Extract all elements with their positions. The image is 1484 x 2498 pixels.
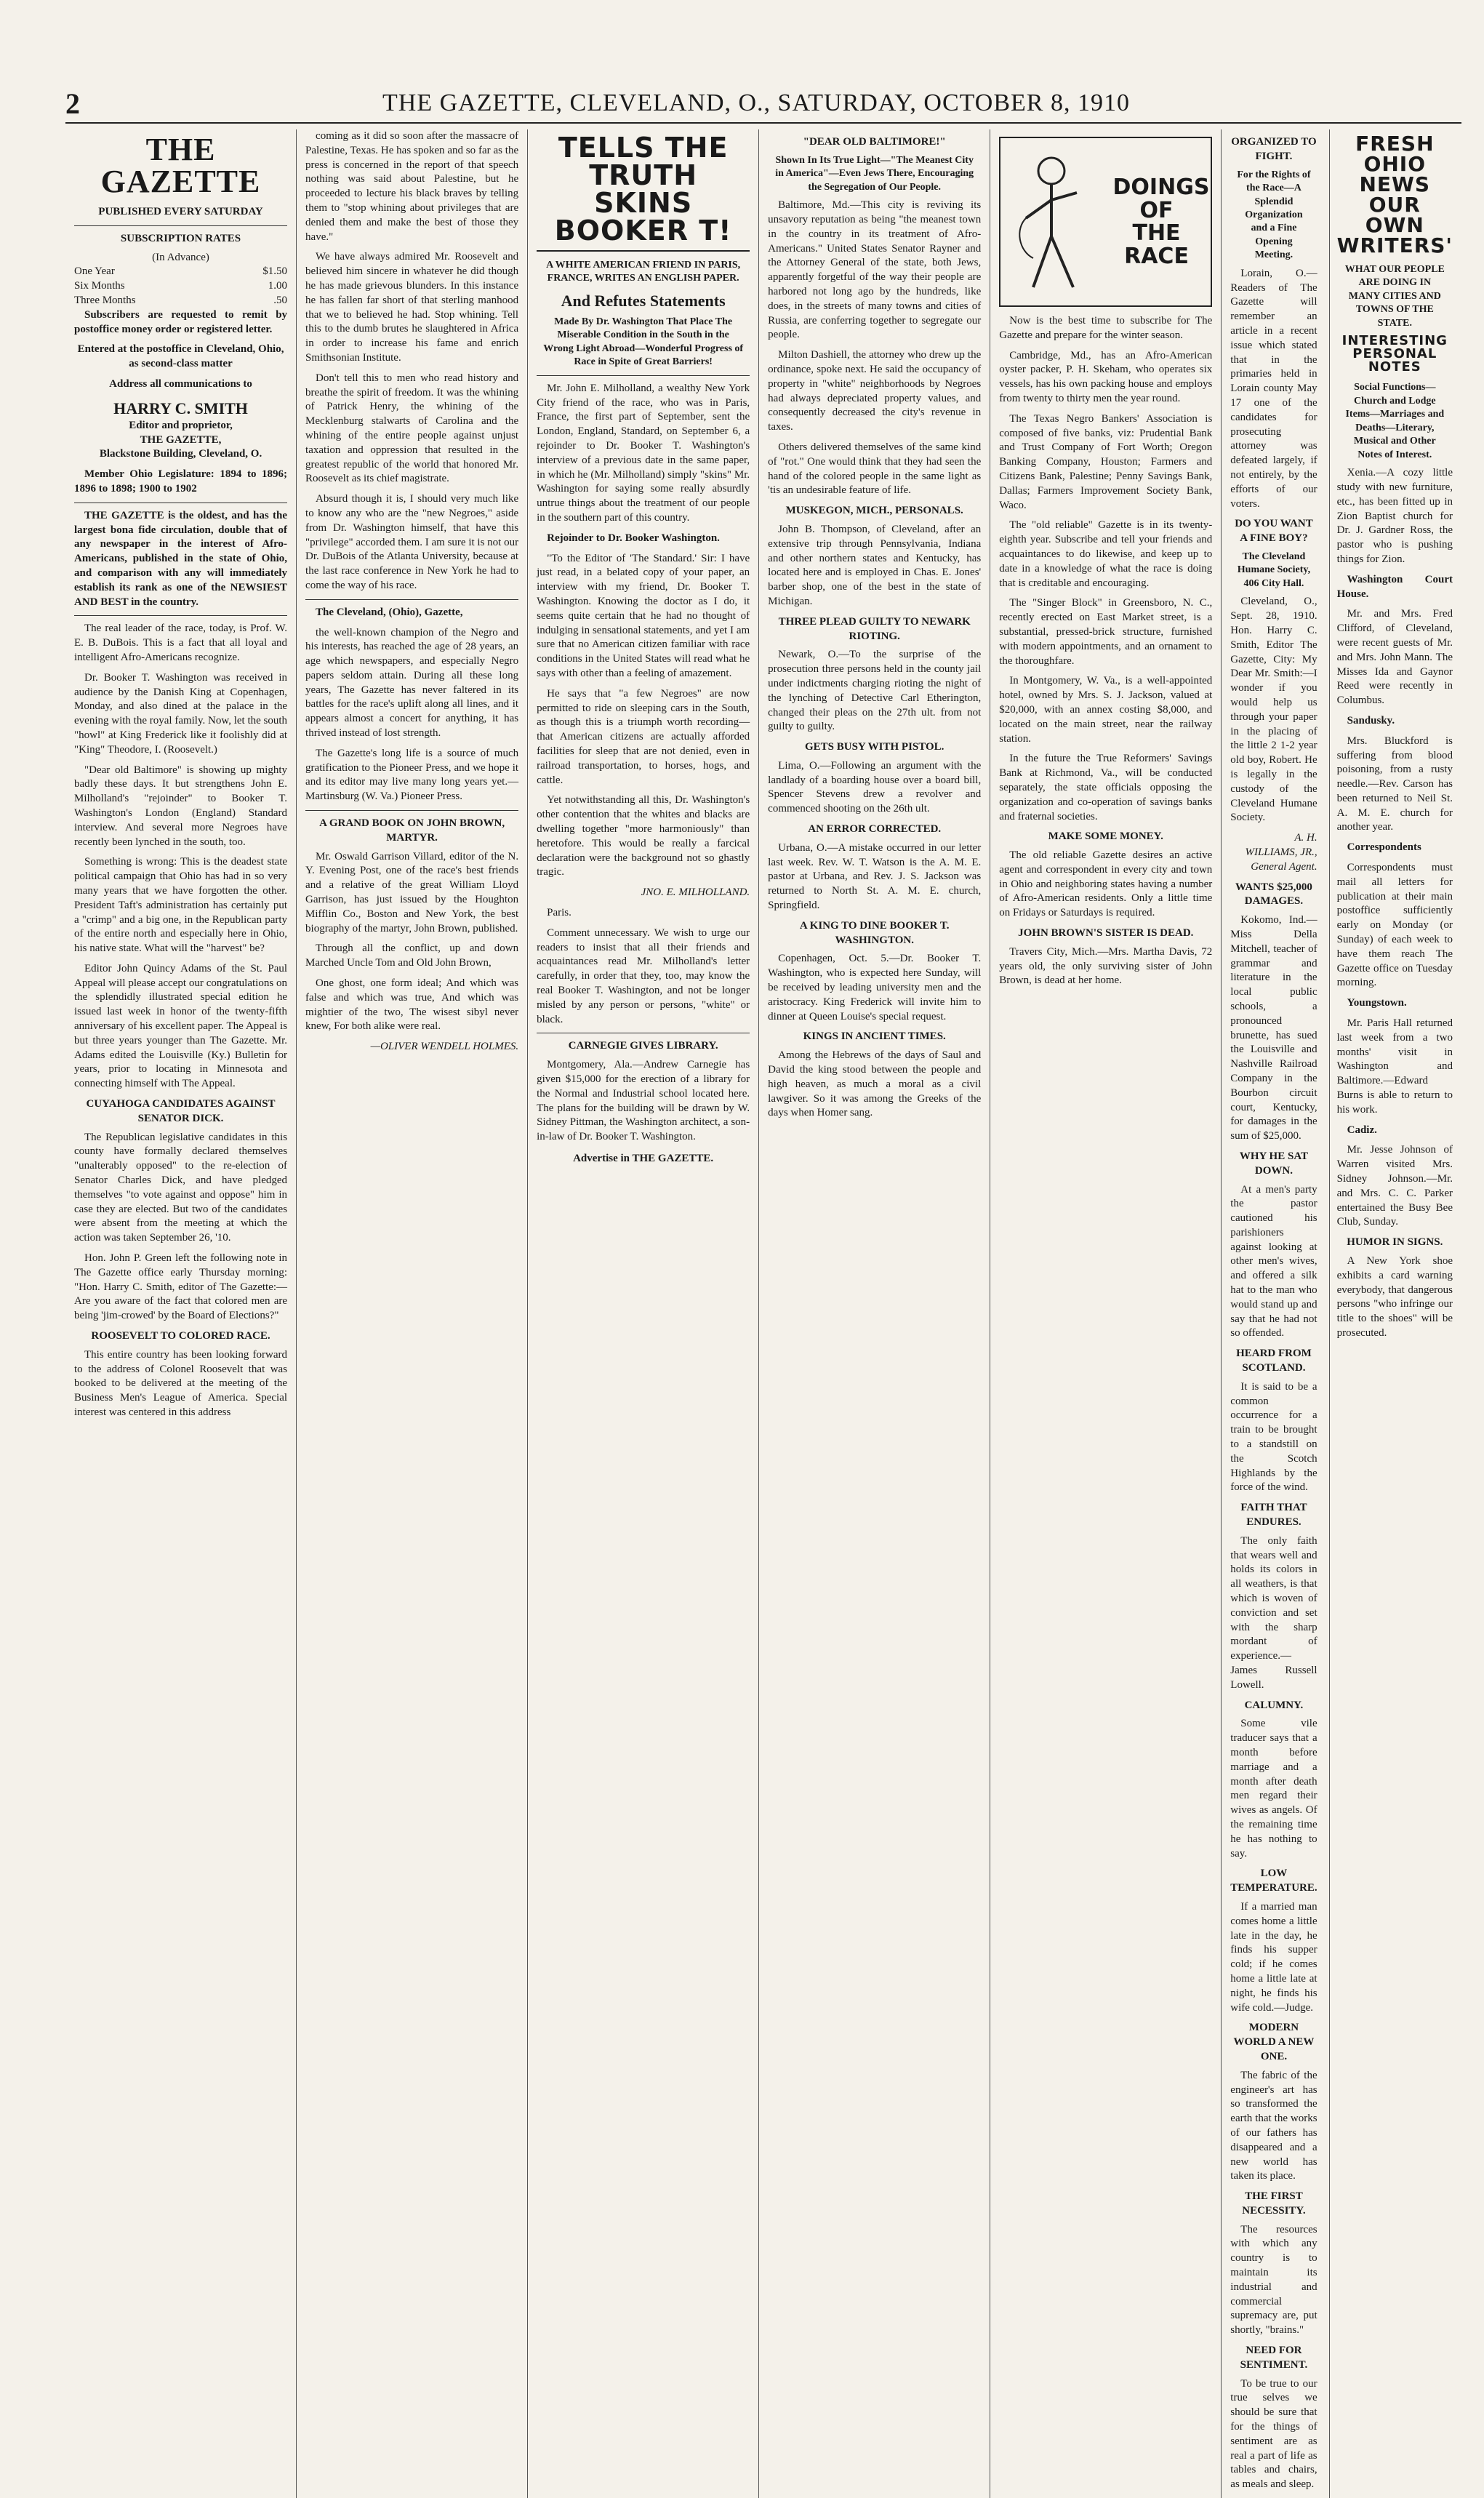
deck: A WHITE AMERICAN FRIEND IN PARIS, FRANCE, WRITES AN ENGLISH PAPER. [546, 260, 741, 284]
article-paragraph: Urbana, O.—A mistake occurred in our letter last week. Rev. W. T. Watson is the A. M. E. pastor at Urbana, and Rev. J. S. Jackson was returned to North St. A. M. E. church, Springfield. [768, 841, 982, 912]
article-heading: THREE PLEAD GUILTY TO NEWARK RIOTING. [778, 615, 971, 642]
remit-note: Subscribers are requested to remit by postoffice money order or registered letter. [74, 308, 288, 335]
section-heading: INTERESTING PERSONAL NOTES [1341, 333, 1448, 375]
deck: WHAT OUR PEOPLE ARE DOING IN MANY CITIES AND TOWNS OF THE STATE. [1344, 264, 1445, 329]
article-heading: AN ERROR CORRECTED. [808, 823, 942, 836]
article-heading: The Cleveland, (Ohio), Gazette, [316, 606, 463, 618]
town-heading: Correspondents [1347, 841, 1421, 854]
letter-place: Paris. [547, 906, 571, 918]
deck: For the Rights of the Race—A Splendid Organization and a Fine Opening Meeting. [1237, 169, 1311, 261]
article-heading: THE FIRST NECESSITY. [1242, 2190, 1306, 2217]
article-paragraph: Cambridge, Md., has an Afro-American oyster packer, P. H. Skeham, who operates six vessels, has his own packing house and employs from twenty to thirty men the year round. [999, 349, 1213, 404]
masthead-title: THE GAZETTE, CLEVELAND, O., SATURDAY, OCTOBER 8, 1910 [382, 89, 1130, 116]
column-2 [297, 129, 528, 2498]
article-paragraph: Lorain, O.—Readers of The Gazette will remember an article in a recent issue which stated that in the primaries held in Lorain county May 17 one of the candidates for prosecuting attorney was defeated largely, if not entirely, by the efforts of our voters. [1230, 267, 1317, 510]
column-6 [1222, 129, 1461, 2498]
doings-illustration [999, 137, 1212, 307]
article-paragraph: Some vile traducer says that a month before marriage and a month after death men regard their wives as angels. Of the remaining time he has nothing to say. [1230, 1718, 1317, 1860]
editor-paper: THE GAZETTE, [140, 433, 222, 446]
article-paragraph: A New York shoe exhibits a card warning everybody, that dangerous persons "who infringe our title to the shoes" will be prosecuted. [1336, 1255, 1453, 1339]
article-heading: WHY HE SAT DOWN. [1239, 1150, 1309, 1177]
article-heading: GETS BUSY WITH PISTOL. [804, 741, 944, 753]
article-paragraph: To be true to our true selves we should be sure that for the things of sentiment are as real a part of life as tables and chairs, as meals and sleep. [1230, 2377, 1317, 2491]
entered-note: Entered at the postoffice in Cleveland, Ohio, as second-class matter [77, 343, 284, 370]
article-paragraph: The old reliable Gazette desires an active agent and correspondent in every city and town in Ohio and neighboring states having a number of Afro-American residents. Only a little time on Fridays or Saturdays is required. [999, 849, 1213, 919]
rate-row: Six Months 1.00 [74, 280, 288, 292]
article-paragraph: "To the Editor of 'The Standard.' Sir: I have just read, in a belated copy of your paper, an interview with my friend, Dr. Booker T. Washington. Knowing the doctor as I do, it seems quite certain that he had no thought of indulging in sensational statements, and yet I am sure that no American citizen familiar with race conditions in the United States will read what he says with other than a feeling of amazement. [537, 552, 750, 679]
rates-table [74, 265, 287, 308]
article-paragraph: Don't tell this to men who read history and breathe the spirit of freedom. It was the whining of Patrick Henry, the whining of the Mecklenburg stalwarts of Carolina and the whining of the entire people against unjust taxation and oppression that resulted in the greatest republic of the world that honored Mr. Roosevelt as its chief magistrate. [305, 372, 519, 485]
deck: The Cleveland Humane Society, 406 City Hall. [1237, 551, 1311, 589]
rate-row: Three Months .50 [74, 294, 288, 306]
article-paragraph: Newark, O.—To the surprise of the prosecution three persons held in the county jail under indictments charging rioting the night of the lynching of Detective Carl Etherington, changed their pleas on the 27th ult. from not guilty to guilty. [768, 649, 982, 733]
article-heading: CARNEGIE GIVES LIBRARY. [568, 1040, 718, 1052]
article-paragraph: Mr. and Mrs. Fred Clifford, of Cleveland, were recent guests of Mr. and Mrs. John Mann. The Misses Ida and Gaynor Reed were recently in Columbus. [1336, 608, 1453, 707]
masthead [65, 84, 1461, 124]
article-paragraph: Montgomery, Ala.—Andrew Carnegie has given $15,000 for the erection of a library for the Normal and Industrial school located here. The plans for the building will be drawn by W. Sidney Pittman, the Washington architect, a son-in-law of Dr. Booker T. Washington. [537, 1059, 750, 1143]
town-heading: Youngstown. [1347, 997, 1407, 1009]
advertise-line: Advertise in THE GAZETTE. [573, 1152, 714, 1164]
column-6a [1230, 129, 1317, 2498]
circulation-claim: THE GAZETTE is the oldest, and has the largest bona fide circulation, double that of any newspaper in the interest of Afro-Americans, published in the state of Ohio, and comparison with any will immediately establish its rank as one of the NEWSIEST AND BEST in the country. [74, 509, 288, 608]
article-paragraph: The Republican legislative candidates in this county have formally declared themselves "unalterably opposed" to the re-election of Senator Charles Dick, and have pledged themselves "to vote against and oppose" him in case they are elected. But two of the candidates were absent from the meeting at which the action was taken September 26, '10. [74, 1131, 288, 1244]
editorial-paragraph: "Dear old Baltimore" is showing up mighty badly these days. It but strengthens John E. Milholland's "rejoinder" to Booker T. Washington's London (England) Standard interview. And several more Negroes have recently been lynched in the south, too. [74, 764, 288, 848]
article-paragraph: The only faith that wears well and holds its colors in all weathers, is that which is woven of conviction and set with the sharp mordant of experience.—James Russell Lowell. [1230, 1534, 1317, 1691]
published-line: PUBLISHED EVERY SATURDAY [98, 206, 263, 217]
article-paragraph: the well-known champion of the Negro and his interests, has reached the age of 28 years, an age which newspapers, and especially Negro papers seldom attain. During all these long years, The Gazette has never faltered in its battles for the race's uplift along all lines, and it appears almost a concert for anything, it has thrived instead of lost strength. [305, 626, 519, 740]
editorial-paragraph: Something is wrong: This is the deadest state political campaign that Ohio has had in so very many years that we have forgotten the other. President Taft's administration has certainly put a "crimp" and a big one, in the Republican party of the entire north and especially here in Ohio, his native state. What will the "harvest" be? [74, 856, 288, 955]
article-heading: MODERN WORLD A NEW ONE. [1233, 2022, 1315, 2062]
article-paragraph: Mrs. Bluckford is suffering from blood poisoning, from a rusty needle.—Rev. Carson has been returned to Neil St. A. M. E. church for another year. [1336, 734, 1453, 833]
letter-signature: JNO. E. MILHOLLAND. [641, 886, 750, 899]
article-paragraph: Mr. Jesse Johnson of Warren visited Mrs. Sidney Johnson.—Mr. and Mrs. C. C. Parker entertained the Busy Bee Club, Sunday. [1336, 1144, 1453, 1228]
article-heading: MUSKEGON, MICH., PERSONALS. [785, 505, 963, 517]
article-heading: ROOSEVELT TO COLORED RACE. [91, 1330, 270, 1342]
poem-author: —OLIVER WENDELL HOLMES. [370, 1041, 519, 1053]
article-paragraph: Milton Dashiell, the attorney who drew up the ordinance, spoke next. He said the occupancy of property in "white" neighborhoods by Negroes had always depreciated property values, and consequently decreased the city's revenue in taxes. [768, 349, 982, 433]
headline: TELLS THE TRUTH SKINS BOOKER T! [537, 134, 750, 252]
article-paragraph: The "old reliable" Gazette is in its twenty-eighth year. Subscribe and tell your friends and acquaintances to do likewise, and keep up to date in a knowledge of what the race is doing that is creditable and encouraging. [999, 519, 1213, 589]
article-heading: A KING TO DINE BOOKER T. WASHINGTON. [799, 919, 950, 946]
article-paragraph: Mr. Paris Hall returned last week from a two months' visit in Washington and Baltimore.—Edward Burns is able to return to his work. [1336, 1017, 1453, 1116]
headline: FRESH OHIO NEWS OUR OWN WRITERS' [1336, 132, 1453, 257]
article-heading: LOW TEMPERATURE. [1230, 1868, 1317, 1894]
article-paragraph: Kokomo, Ind.—Miss Della Mitchell, teacher of grammar and literature in the local public schools, a pronounced brunette, has sued the Louisville and Nashville Railroad Company in the Bourbon circuit court, Kentucky, for damages in the sum of $25,000. [1230, 914, 1317, 1142]
article-paragraph: Absurd though it is, I should very much like to know any who are the "new Negroes," aside from Dr. Washington himself, that have this "privilege" accorded them. I am sure it is not our Dr. DuBois of the Atlanta University, because at the last race conference in New York he had to come the way of his race. [305, 493, 519, 591]
paper-nameplate: THE GAZETTE [100, 132, 261, 199]
deck: Social Functions—Church and Lodge Items—Marriages and Deaths—Literary, Musical and Other Notes of Interest. [1345, 382, 1445, 460]
article-heading: ORGANIZED TO FIGHT. [1231, 136, 1317, 162]
article-paragraph: coming as it did so soon after the massacre of Palestine, Texas. He has spoken and so far as the press is concerned in the report of that speech nothing was said about Palestine, but he proceeded to lecture his black braves by telling them to "stop whining about privileges that are denied them and make the best of those they have." [305, 130, 519, 243]
poem-stanza: One ghost, one form ideal; And which was false and which was true, And which was mightier of the two, The wisest sibyl never knew, For both alike were real. [305, 977, 519, 1033]
editorial-paragraph: Editor John Quincy Adams of the St. Paul Appeal will please accept our congratulations on the splendidly illustrated special edition he issued last week in honor of the twenty-fifth anniversary of his excellent paper. The Appeal is but three years younger than The Gazette. Mr. Adams edited the Louisville (Ky.) Bulletin for years, prior to locating in Minnesota and connecting himself with The Appeal. [74, 962, 288, 1090]
article-paragraph: Mr. John E. Milholland, a wealthy New York City friend of the race, who was in Paris, France, the first part of September, sent the London, England, Standard, on September 6, a rejoinder to Dr. Booker T. Washington's interview of a previous date in the same paper, in which he (Mr. Milholland) simply "skins" Mr. Washington for saying some really absurdly untrue things about the treatment of our people in the southern part of this country. [537, 382, 750, 524]
article-paragraph: Travers City, Mich.—Mrs. Martha Davis, 72 years old, the only surviving sister of John Brown, is dead at her home. [999, 945, 1213, 987]
poem-stanza: Through all the conflict, up and down Marched Uncle Tom and Old John Brown, [305, 942, 519, 969]
page-number: 2 [65, 87, 80, 120]
article-heading: JOHN BROWN'S SISTER IS DEAD. [1018, 927, 1194, 940]
article-paragraph: The Gazette's long life is a source of much gratification to the Pioneer Press, and we hope it and its editor may live many long years yet.—Martinsburg (W. Va.) Pioneer Press. [305, 747, 519, 803]
article-heading: HEARD FROM SCOTLAND. [1236, 1348, 1312, 1374]
article-paragraph: Correspondents must mail all letters for publication at their main postoffice sufficiently early on Monday (or Sunday) of each week to have them reach The Gazette office on Tuesday morning. [1336, 862, 1453, 989]
article-paragraph: John B. Thompson, of Cleveland, after an extensive trip through Pennsylvania, Indiana and other northern states and Kentucky, has located here and is employed in Chas. E. Jones' barber shop, one of the best in the state of Michigan. [768, 523, 982, 607]
subscription-heading: SUBSCRIPTION RATES [120, 232, 241, 244]
editor-title: Editor and proprietor, [129, 419, 233, 431]
figure-illustration-icon [1011, 149, 1091, 295]
article-heading: "DEAR OLD BALTIMORE!" [803, 136, 946, 148]
rate-row: One Year $1.50 [74, 265, 288, 278]
article-paragraph: We have always admired Mr. Roosevelt and believed him sincere in whatever he did though he has made grievous blunders. In this instance he has fallen far short of that sterling manhood that we to believed he had. Stop whining. Tell this to the dumb brutes he slaughtered in Africa in order to increase his fame and enrich Smithsonian Institute. [305, 251, 519, 364]
editor-name: HARRY C. SMITH [113, 399, 248, 417]
article-paragraph: Copenhagen, Oct. 5.—Dr. Booker T. Washington, who is expected here Sunday, will be received by leading university men and the aristocracy. King Frederick will invite him to dinner at Queen Louise's special request. [768, 953, 982, 1022]
article-heading: CUYAHOGA CANDIDATES AGAINST SENATOR DICK. [86, 1098, 276, 1124]
article-heading: CALUMNY. [1244, 1699, 1304, 1711]
newspaper-columns [65, 129, 1461, 2491]
column-3 [528, 129, 759, 2498]
article-paragraph: The "Singer Block" in Greensboro, N. C., recently erected on East Market street, is a substantial, pressed-brick structure, furnished with modern appointments, and an ornament to the thoroughfare. [999, 597, 1213, 667]
column-4 [759, 129, 990, 2498]
article-paragraph: Baltimore, Md.—This city is reviving its unsavory reputation as being "the meanest town in the country in its treatment of Afro-Americans." United States Senator Rayner and the Attorney General of the state, both Jews, apparently forgetful of the way their people are harbored not long ago by the hundreds, like does, in the streets of many towns and cities of Russia, are conferring together to segregate our people. [768, 199, 982, 341]
article-subheading: Rejoinder to Dr. Booker Washington. [547, 532, 720, 544]
editorial-paragraph: Dr. Booker T. Washington was received in audience by the Danish King at Copenhagen, Monday, and also dined at the palace in the evening with the royal family. Now, let the south "howl" at King Frederick like it foolishly did at "King" Theodore, I. (Roosevelt.) [74, 671, 288, 756]
article-paragraph: In Montgomery, W. Va., is a well-appointed hotel, owned by Mrs. S. J. Jackson, valued at $20,000, with an annex costing $8,000, and located on the main street, near the railway station. [999, 675, 1213, 745]
deck: Shown In Its True Light—"The Meanest City in America"—Even Jews There, Encouraging the Segregation of Our People. [775, 154, 974, 193]
article-paragraph: Comment unnecessary. We wish to urge our readers to insist that all their friends and acquaintances read Mr. Milholland's letter carefully, in order that they, too, may know the real Booker T. Washington, and not be longer misled by any person or persons, "white" or black. [537, 926, 750, 1025]
legislature-note: Member Ohio Legislature: 1894 to 1896; 1896 to 1898; 1900 to 1902 [74, 468, 288, 495]
article-paragraph: It is said to be a common occurrence for a train to be brought to a standstill on the Scotch Highlands by the force of the wind. [1230, 1380, 1317, 1494]
article-paragraph: Yet notwithstanding all this, Dr. Washington's other contention that the whites and blacks are dwelling together "more harmoniously" than heretofore. This would be really a farcical declaration were the background not so ghastly tragic. [537, 794, 750, 878]
article-heading: FAITH THAT ENDURES. [1240, 1502, 1307, 1529]
article-heading: NEED FOR SENTIMENT. [1240, 2345, 1308, 2371]
article-paragraph: If a married man comes home a little late in the day, he finds his supper cold; if he comes home a little late at night, he finds his wife cold.—Judge. [1230, 1900, 1317, 2014]
article-paragraph: Cleveland, O., Sept. 28, 1910. Hon. Harry C. Smith, Editor The Gazette, City: My Dear Mr. Smith:—I wonder if you would help us through your paper in the placing of the little 2 1-2 year old boy, Robert. He is legally in the custody of the Cleveland Humane Society. [1230, 596, 1317, 824]
article-heading: HUMOR IN SIGNS. [1347, 1236, 1443, 1249]
article-paragraph: At a men's party the pastor cautioned his parishioners against looking at other men's wives, and offered a silk hat to the man who would stand up and say that he had not so offended. [1230, 1183, 1317, 1340]
deck: And Refutes Statements [561, 291, 726, 310]
article-paragraph: The Texas Negro Bankers' Association is composed of five banks, viz: Prudential Bank and Trust Company of Fort Worth; Oregon Banking Company, Houston; Farmers and Citizens Bank, Palestine; Penny Savings Bank, Dallas; Farmers Improvement Society Bank, Waco. [999, 412, 1213, 511]
article-heading: A GRAND BOOK ON JOHN BROWN, MARTYR. [319, 817, 505, 844]
column-7 [1329, 129, 1453, 2498]
article-paragraph: The resources with which any country is to maintain its industrial and commercial supremacy are, put shortly, "brains." [1230, 2223, 1317, 2337]
article-heading: KINGS IN ANCIENT TIMES. [803, 1030, 946, 1043]
article-paragraph: The fabric of the engineer's art has so transformed the earth that the works of our fathers has disappeared and a new world has taken its place. [1230, 2069, 1317, 2182]
deck: Made By Dr. Washington That Place The Miserable Condition in the South in the Wrong Light Abroad—Wonderful Progress of Race in Spite of Great Barriers! [543, 316, 744, 368]
column-1 [65, 129, 297, 2498]
article-paragraph: Among the Hebrews of the days of Saul and David the king stood between the people and high heaven, as much a moral as a civil lawgiver. So it was among the Greeks of the days when Homer sang. [768, 1049, 982, 1119]
town-heading: Washington Court House. [1336, 573, 1453, 600]
town-heading: Sandusky. [1347, 714, 1395, 726]
article-heading: DO YOU WANT A FINE BOY? [1235, 518, 1313, 545]
in-advance: (In Advance) [152, 251, 209, 263]
column-5 [990, 129, 1222, 2498]
article-paragraph: Now is the best time to subscribe for The Gazette and prepare for the winter season. [999, 315, 1213, 341]
article-paragraph: Hon. John P. Green left the following note in The Gazette office early Thursday morning: "Hon. Harry C. Smith, editor of The Gazette:—Are you aware of the fact that colored men are being 'jim-crowed' by the Board of Elections?" [74, 1252, 288, 1322]
address-note: Address all communications to [109, 377, 252, 390]
article-paragraph: Others delivered themselves of the same kind of "rot." One would think that they had seen the hand of the colored people in the same light as 'tis an undesirable feature of life. [768, 441, 982, 497]
article-paragraph: This entire country has been looking forward to the address of Colonel Roosevelt that was booked to be delivered at the meeting of the Business Men's League of America. Special interest was centered in this address [74, 1348, 288, 1418]
article-heading: WANTS $25,000 DAMAGES. [1235, 881, 1312, 908]
article-paragraph: In the future the True Reformers' Savings Bank at Richmond, Va., will be conducted separately, the state officials opposing the organization and co-operation of savings banks and fraternal societies. [999, 753, 1213, 822]
town-heading: Cadiz. [1347, 1124, 1377, 1136]
article-paragraph: Xenia.—A cozy little study with new furniture, etc., has been fitted up in Zion Baptist church for Dr. J. Gardner Ross, the pastor who is pushing things for Zion. [1336, 467, 1453, 565]
doings-title: DOINGS OF THE RACE [1112, 175, 1210, 269]
article-paragraph: Lima, O.—Following an argument with the landlady of a boarding house over a board bill, Spencer Stevens drew a revolver and commenced shooting on the 26th ult. [768, 759, 982, 815]
article-paragraph: Mr. Oswald Garrison Villard, editor of the N. Y. Evening Post, one of the race's best friends and a relative of the great William Lloyd Garrison, has just issued by the Houghton Mifflin Co., Boston and New York, the best biography of the martyr, John Brown, published. [305, 850, 519, 934]
letter-signature: A. H. WILLIAMS, JR., General Agent. [1245, 832, 1317, 873]
article-heading: MAKE SOME MONEY. [1048, 830, 1163, 843]
article-paragraph: He says that "a few Negroes" are now permitted to ride on sleeping cars in the South, as though this is a triumph worth recording—that American citizens are actually afforded facilities for sleep that are not denied, even in railroad transportation, to horses, hogs, and cattle. [537, 687, 750, 786]
editor-address: Blackstone Building, Cleveland, O. [99, 448, 262, 460]
editorial-paragraph: The real leader of the race, today, is Prof. W. E. B. DuBois. This is a fact that all loyal and intelligent Afro-Americans recognize. [74, 623, 288, 663]
